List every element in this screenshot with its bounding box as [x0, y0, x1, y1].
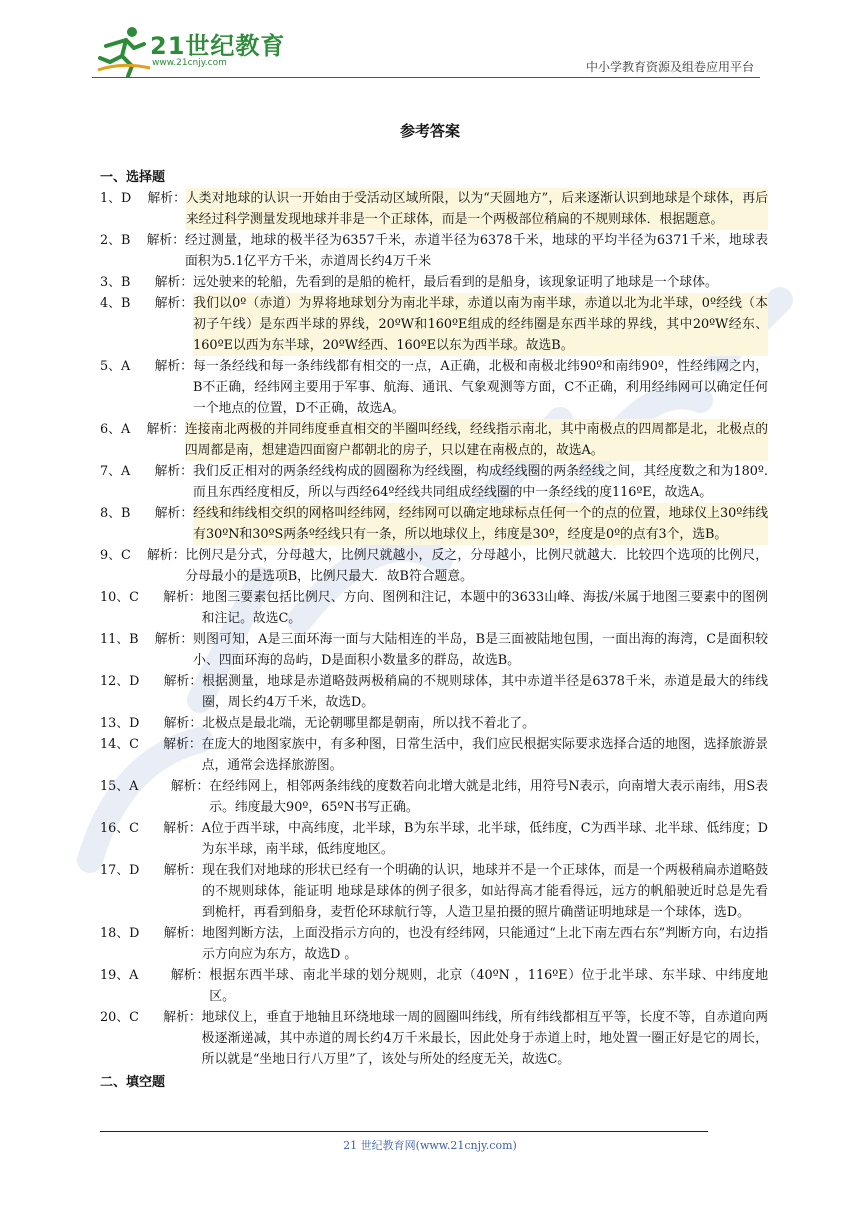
answer-number: 14、C 解析：	[100, 737, 202, 752]
answer-text: 北极点是最北端，无论朝哪里都是朝南，所以找不着北了。	[202, 716, 535, 731]
answer-text: 经过测量，地球的极半径为6357千米，赤道半径为6378千米，地球的平均半径为6371千米，地球表面积为5.1亿平方千米，赤道周长约4万千米	[185, 233, 768, 269]
answer-text: 地图判断方法，上面没指示方向的，也没有经纬网，只能通过“上北下南左西右东”判断方向，右边指示方向应为东方，故选D 。	[202, 926, 768, 962]
answer-number: 15、A 解析：	[100, 779, 210, 794]
answer-number: 17、D 解析：	[100, 863, 203, 878]
answer-item	[100, 419, 768, 461]
site-logo[interactable]	[92, 22, 312, 78]
answer-number: 12、D 解析：	[100, 674, 203, 689]
answer-item	[100, 188, 768, 230]
answer-item	[100, 671, 768, 713]
answer-item	[100, 734, 768, 776]
logo-url: www.21cnjy.com	[152, 58, 227, 68]
footer-divider	[100, 1131, 708, 1132]
answer-number: 7、A 解析：	[100, 464, 193, 479]
answer-text: 在经纬网上，相邻两条纬线的度数若向北增大就是北纬，用符号N表示，向南增大表示南纬，用S表示。纬度最大90º，65ºN书写正确。	[209, 779, 768, 815]
section-heading-choice: 一、选择题	[100, 170, 166, 185]
answer-number: 1、D 解析：	[100, 191, 186, 206]
answer-number: 8、B 解析：	[100, 506, 194, 521]
answer-text: 在庞大的地图家族中，有多种图，日常生活中，我们应民根据实际要求选择合适的地图，选择旅游景点，通常会选择旅游图。	[201, 737, 768, 773]
answer-number: 20、C 解析：	[100, 1010, 202, 1025]
answer-item	[100, 503, 768, 545]
answer-text: 现在我们对地球的形状已经有一个明确的认识，地球并不是一个正球体，而是一个两极稍扁赤道略鼓的不规则球体，能证明 地球是球体的例子很多，如站得高才能看得远，远方的帆船驶近时总是先看到桅杆，再看到船身，麦哲伦环球航行等，人造卫星拍摄的照片确凿证明地球是一个球体，选D。	[202, 863, 768, 920]
page-title: 参考答案	[399, 122, 460, 140]
answer-item	[100, 860, 768, 923]
answer-text: 我们以0º（赤道）为界将地球划分为南北半球，赤道以南为南半球，赤道以北为北半球，0º经线（本初子午线）是东西半球的界线，20ºW和160ºE组成的经纬圈是东西半球的界线，其中20ºW经东、160ºE以西为东半球，20ºW经西、160ºE以东为西半球。故选B。	[193, 293, 768, 356]
header-divider	[92, 77, 760, 78]
answer-item	[100, 965, 768, 1007]
answer-number: 9、C 解析：	[100, 548, 186, 563]
answer-item	[100, 1007, 768, 1070]
answer-item	[100, 230, 768, 272]
answer-text: 人类对地球的认识一开始由于受活动区域所限，以为“天圆地方”，后来逐渐认识到地球是个球体，再后来经过科学测量发现地球并非是一个正球体，而是一个两极部位稍扁的不规则球体．根据题意。	[186, 188, 768, 230]
answer-number: 3、B 解析：	[100, 275, 194, 290]
platform-name: 中小学教育资源及组卷应用平台	[585, 60, 754, 74]
answer-item	[100, 461, 768, 503]
answer-text: 我们反正相对的两条经线构成的圆圈称为经线圈，构成经线圈的两条经线之间，其经度数之和为180º.而且东西经度相反，所以与西经64º经线共同组成经线圈的中一条经线的度116ºE，故选A。	[192, 464, 768, 500]
footer-link[interactable]: 21 世纪教育网(www.21cnjy.com)	[343, 1139, 517, 1152]
section-heading-fill: 二、填空题	[100, 1075, 166, 1090]
answer-item	[100, 587, 768, 629]
answer-item	[100, 923, 768, 965]
answer-number: 16、C 解析：	[100, 821, 202, 836]
answer-text: 经线和纬线相交织的网格叫经纬网，经纬网可以确定地球标点任何一个的点的位置，地球仪上30º纬线有30ºN和30ºS两条º经线只有一条，所以地球仪上，纬度是30º，经度是0º的点有3个，选B。	[193, 503, 768, 545]
page-header	[92, 22, 760, 78]
answer-number: 18、D 解析：	[100, 926, 203, 941]
answer-item	[100, 545, 768, 587]
answer-text: A位于西半球，中高纬度，北半球，B为东半球，北半球，低纬度，C为西半球、北半球、低纬度；D为东半球，南半球，低纬度地区。	[201, 821, 768, 857]
answer-number: 2、B 解析：	[100, 233, 186, 248]
answer-item	[100, 356, 768, 419]
answer-text: 连接南北两极的并同纬度垂直相交的半圈叫经线，经线指示南北，其中南极点的四周都是北，北极点的四周都是南，想建造四面窗户都朝北的房子，只以建在南极点的，故选A。	[185, 419, 768, 461]
answer-number: 13、D 解析：	[100, 716, 203, 731]
answer-number: 11、B 解析：	[100, 632, 194, 647]
answer-number: 4、B 解析：	[100, 296, 194, 311]
answer-text: 每一条经线和每一条纬线都有相交的一点，A正确，北极和南极北纬90º和南纬90º，性经纬网之内，B不正确，经纬网主要用于军事、航海、通讯、气象观测等方面，C不正确，利用经纬网可以确定任何一个地点的位置，D不正确，故选A。	[192, 359, 768, 416]
answer-item	[100, 713, 768, 734]
answer-number: 6、A 解析：	[100, 422, 185, 437]
answer-text: 远处驶来的轮船，先看到的是船的桅杆，最后看到的是船身，该现象证明了地球是一个球体。	[193, 275, 718, 290]
logo-text: 21世纪教育	[150, 32, 286, 60]
answer-text: 地球仪上，垂直于地轴且环绕地球一周的圆圈叫纬线，所有纬线都相互平等，长度不等，自赤道向两极逐渐递减，其中赤道的周长约4万千米最长，因此处身于赤道上时，地处置一圈正好是它的周长，所以就是“坐地日行八万里”了，该处与所处的经度无关，故选C。	[201, 1010, 768, 1067]
answer-text: 根据测量，地球是赤道略鼓两极稍扁的不规则球体，其中赤道半径是6378千米，赤道是最大的纬线圈，周长约4万千米，故选D。	[202, 674, 768, 710]
answer-item	[100, 272, 768, 293]
answer-number: 5、A 解析：	[100, 359, 193, 374]
answer-text: 比例尺是分式，分母越大，比例尺就越小，反之，分母越小，比例尺就越大．比较四个选项的比例尺，分母最小的是选项B，比例尺最大．故B符合题意。	[185, 548, 768, 584]
answer-number: 10、C 解析：	[100, 590, 202, 605]
answer-item	[100, 629, 768, 671]
answer-text: 地图三要素包括比例尺、方向、图例和注记，本题中的3633山峰、海拔/米属于地图三要素中的图例和注记。故选C。	[201, 590, 768, 626]
answer-item	[100, 776, 768, 818]
answer-number: 19、A 解析：	[100, 968, 210, 983]
answer-text: 根据东西半球、南北半球的划分规则，北京（40ºN ，116ºE）位于北半球、东半球、中纬度地区。	[209, 968, 768, 1004]
answer-item	[100, 293, 768, 356]
answer-text: 则图可知，A是三面环海一面与大陆相连的半岛，B是三面被陆地包围，一面出海的海湾，C是面积较小、四面环海的岛屿，D是面积小数量多的群岛，故选B。	[193, 632, 768, 668]
answer-item	[100, 818, 768, 860]
answer-content	[100, 165, 768, 1093]
runner-logo-icon	[92, 22, 152, 78]
